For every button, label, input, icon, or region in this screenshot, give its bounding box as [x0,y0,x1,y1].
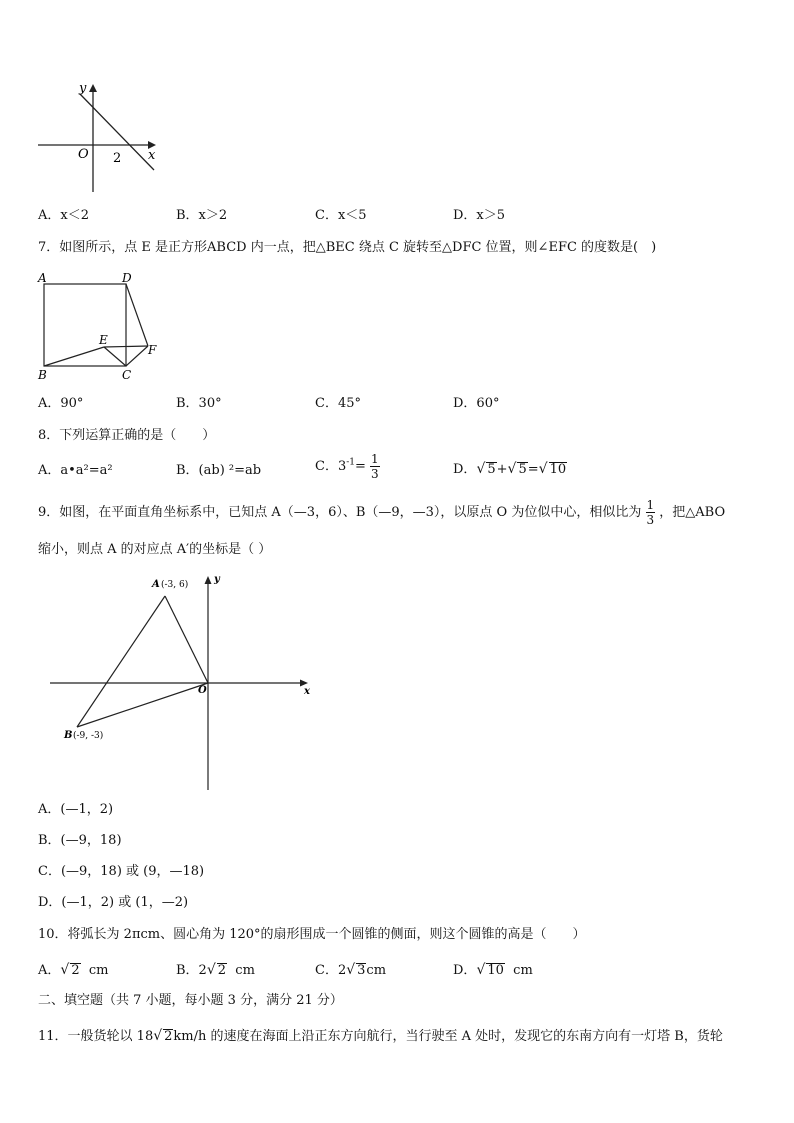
q10-option-b-label: B．2 [176,963,207,978]
q9-text-part-2: ，把△ABO [659,505,726,520]
q7-label-a: A [38,271,47,285]
q9-text-part-1: 9．如图，在平面直角坐标系中，已知点 A（—3，6）、B（—9，—3），以原点 O 为位似中心，相似比为 [38,505,642,520]
q9-label-x: x [304,686,310,697]
q11-radicand: 2 [164,1029,173,1044]
q9-label-y: y [214,574,220,585]
q8-option-c-equals: = [355,459,366,474]
q7-label-d: D [122,271,132,285]
q10-option-a-radicand: 2 [71,963,80,978]
q10-option-c-label: C．2 [315,963,347,978]
q10-option-c-unit: cm [366,963,387,978]
q7-label-b: B [38,368,47,382]
q6-option-c: C．x＜5 [315,208,367,223]
q10-option-b-radicand: 2 [217,963,227,978]
q10-option-c-radicand: 3 [357,963,366,978]
q9-option-d: D．(—1，2) 或 (1，—2) [38,895,189,910]
q6-option-b: B．x＞2 [176,208,228,223]
q7-label-c: C [122,368,132,382]
q9-question-line-2: 缩小，则点 A 的对应点 A′的坐标是（ ） [38,542,272,557]
q8-option-c-denominator: 3 [371,467,379,481]
q9-option-a: A．(—1，2) [38,802,114,817]
q7-option-b: B．30° [176,396,222,411]
q6-option-d: D．x＞5 [453,208,506,223]
q9-option-b: B．(—9，18) [38,833,122,848]
q6-y-label: y [79,81,87,96]
q7-label-e: E [99,333,108,347]
q8-option-d-radicand-3: 10 [549,462,567,477]
q9-coord-b: (-9, -3) [73,731,104,741]
q7-square-figure [36,270,166,385]
q9-coord-a: (-3, 6) [161,580,189,590]
q6-option-a: A．x＜2 [38,208,89,223]
q7-label-f: F [148,343,157,357]
q10-option-d-radicand: 10 [487,963,504,978]
q8-option-c-exponent: -1 [346,457,355,468]
q8-option-c [315,453,380,480]
q6-mark-2: 2 [113,151,122,166]
q6-x-label: x [148,148,156,163]
q10-option-b: B．2√ 2 cm [176,962,255,978]
q8-option-d: D．√ 5+√ 5=√ 10 [453,461,567,477]
q8-option-c-fraction [370,453,380,480]
q6-graph-figure [36,80,166,195]
q6-origin-label: O [78,147,89,162]
q10-question-text: 10．将弧长为 2πcm、圆心角为 120°的扇形围成一个圆锥的侧面，则这个圆锥的高是（ ） [38,927,586,942]
q8-option-d-radicand-2: 5 [518,462,527,477]
q8-option-d-radicand-1: 5 [487,462,496,477]
q11-question-text: 11．一般货轮以 18√ 2km/h 的速度在海面上沿正东方向航行，当行驶至 A 处时，发现它的东南方向有一灯塔 B，货轮 [38,1028,723,1044]
q8-option-c-base: C．3 [315,459,347,474]
q9-ratio-denominator: 3 [646,513,655,527]
q10-option-d-label: D． [453,963,477,978]
q8-option-d-equals: = [527,462,539,477]
q11-text-part-1: 11．一般货轮以 18 [38,1029,154,1044]
q9-label-o: O [198,685,207,696]
q11-text-part-2: km/h 的速度在海面上沿正东方向航行，当行驶至 A 处时，发现它的东南方向有一灯塔 B，货轮 [173,1029,723,1044]
q7-option-c: C．45° [315,396,361,411]
section-heading-fill-in: 二、填空题（共 7 小题，每小题 3 分，满分 21 分） [38,993,343,1008]
q10-option-a: A．√ 2 cm [38,962,109,978]
q8-question-text: 8．下列运算正确的是（ ） [38,428,216,443]
q9-label-a: A [152,579,160,590]
q10-option-d: D．√ 10 cm [453,962,533,978]
q10-option-b-unit: cm [235,963,255,978]
q9-coordinate-figure [46,570,318,792]
q9-option-c: C．(—9，18) 或 (9，—18) [38,864,205,879]
q8-option-c-numerator: 1 [371,452,379,466]
q8-option-d-label: D． [453,462,477,477]
q10-option-d-unit: cm [513,963,533,978]
q10-option-c: C．2√ 3cm [315,962,387,978]
q9-ratio-fraction [646,499,656,526]
q8-option-d-plus: + [496,462,508,477]
q9-question-line-1 [38,499,725,526]
q10-option-a-label: A． [38,963,61,978]
q10-option-a-unit: cm [88,963,109,978]
q7-option-d: D．60° [453,396,500,411]
q9-ratio-numerator: 1 [646,498,655,512]
q9-label-b: B [64,730,73,741]
q7-question-text: 7．如图所示，点 E 是正方形ABCD 内一点，把△BEC 绕点 C 旋转至△DFC 位置，则∠EFC 的度数是( ) [38,240,657,255]
q7-option-a: A．90° [38,396,84,411]
q8-option-a: A．a•a²=a² [38,463,113,478]
q8-option-b: B．(ab) ²=ab [176,463,262,478]
